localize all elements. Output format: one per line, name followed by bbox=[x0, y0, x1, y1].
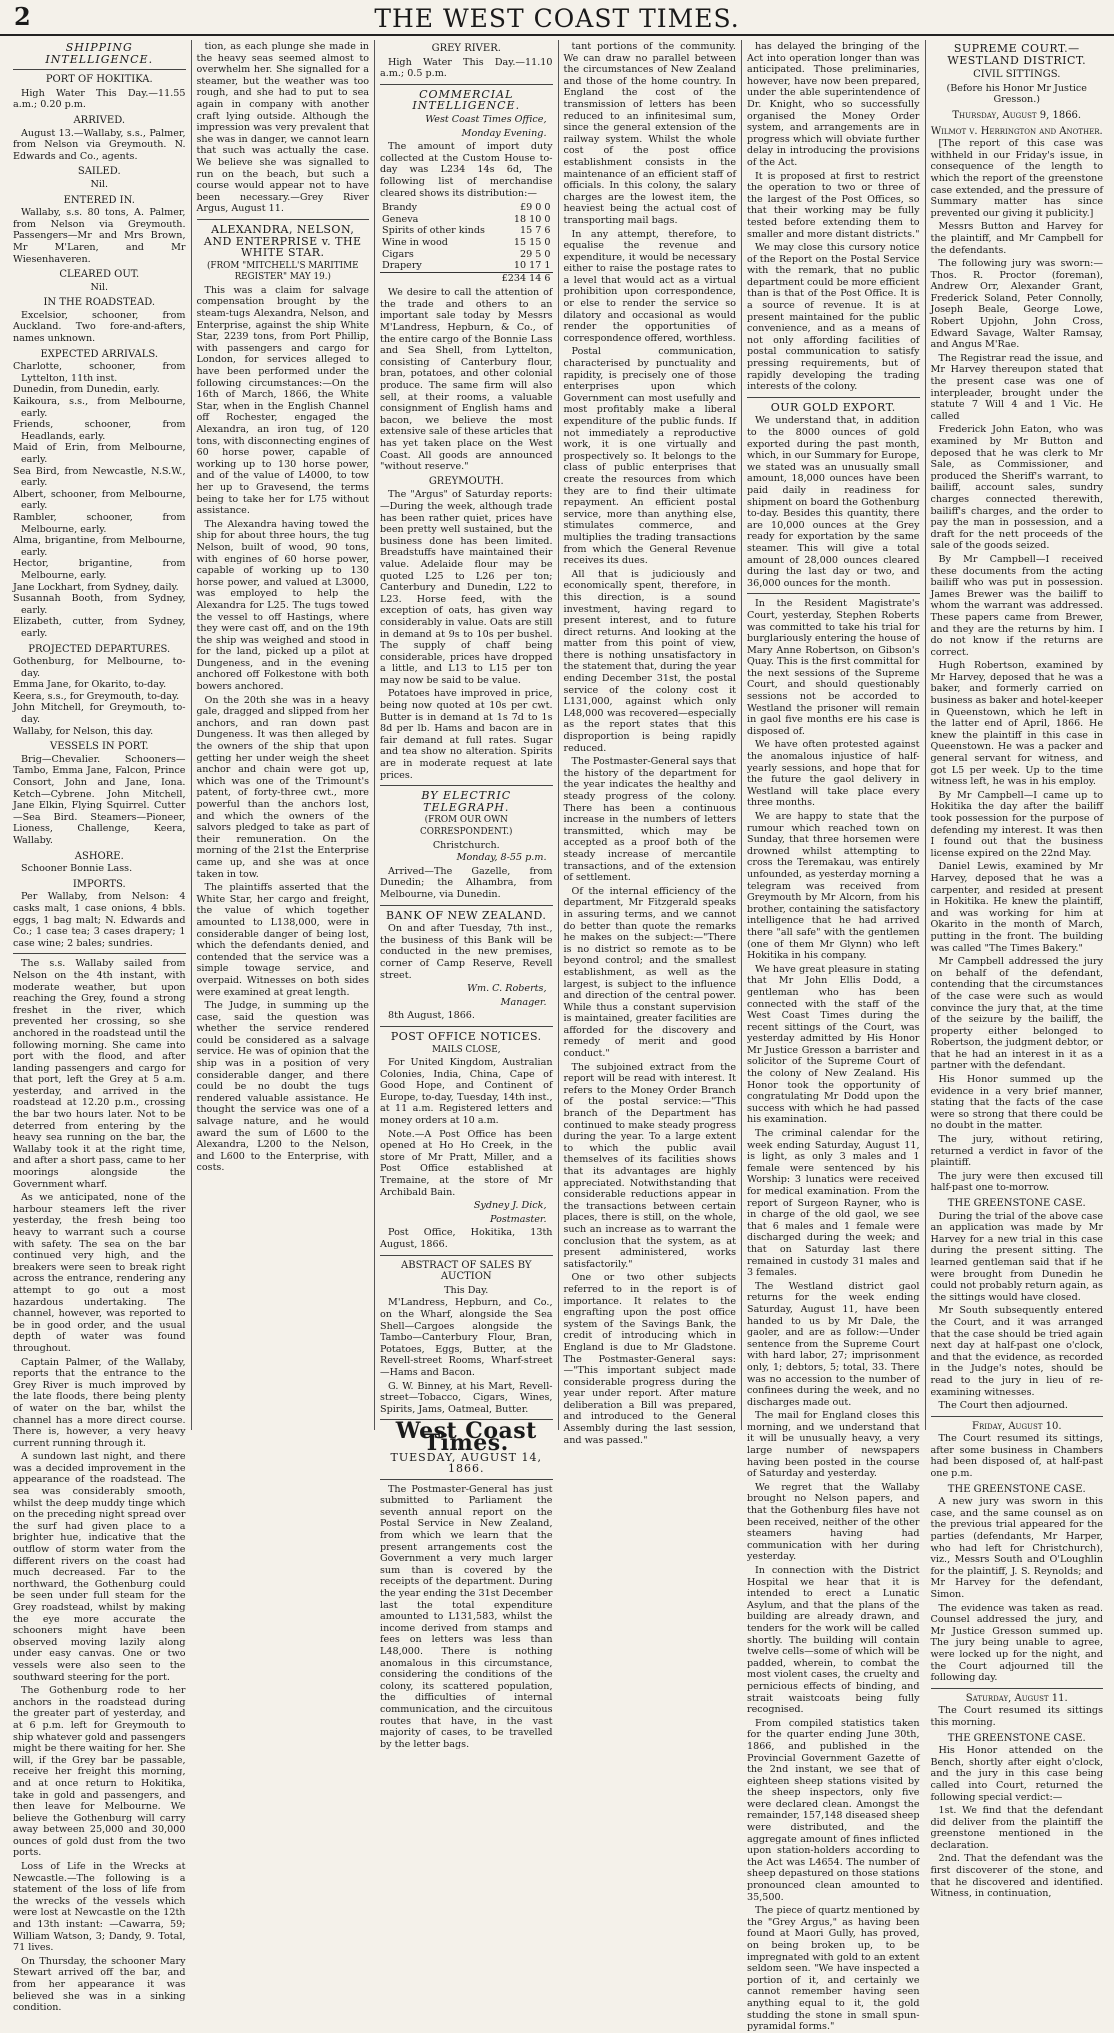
article-paragraph: The plaintiffs asserted that the White Star, her cargo and freight, the value of which together amounted to L138,000, were in considerable danger of being lost, which the defendants denied, and contended that the service was a simple towage service, and overpaid. Witnesses on both sides were examined at great length. bbox=[196, 882, 369, 998]
grey-tide-line: High Water This Day.—11.10 a.m.; 0.5 p.m. bbox=[380, 56, 553, 80]
divider bbox=[13, 69, 186, 70]
post-place: Post Office, Hokitika, 13th August, 1866. bbox=[380, 1227, 553, 1250]
list-item: Wallaby, for Nelson, this day. bbox=[13, 725, 154, 737]
article-paragraph: Potatoes have improved in price, being now quoted at 10s per cwt. Butter is in demand at 1s 7d to 1s 8d per lb. Hams and bacon are in fair demand at full rates. Sugar and tea show no alteration. Spirits are in moderate request at late prices. bbox=[380, 688, 553, 781]
article-paragraph: The amount of import duty collected at the Custom House to-day was L234 14s 6d, The following list of merchandise cleared shows its distribution:— bbox=[380, 141, 553, 199]
article-paragraph: A new jury was sworn in this case, and the same counsel as on the previous trial appeared for the parties (defendants, Mr Harper, who had left for Christchurch), viz., Messrs South and O'Loughlin for the plaintiff, J. S. Reynolds; and Mr Harvey for the defendant, Simon. bbox=[930, 1496, 1103, 1600]
article-paragraph: Frederick John Eaton, who was examined by Mr Button and deposed that he was clerk to Mr Sale, as Commissioner, and produced the Sheriff's warrant, to bailiff, account sales, sundry charges connected therewith, bailiff's charges, and the order to pay the man in possession, and a draft for the nett proceeds of the sale of the goods seized. bbox=[930, 424, 1103, 552]
article-paragraph: Messrs Button and Harvey for the plaintiff, and Mr Campbell for the defendants. bbox=[930, 221, 1103, 256]
telegraph-date: Monday, 8-55 p.m. bbox=[456, 852, 547, 864]
divider bbox=[380, 1479, 553, 1480]
salvage-subheading: (FROM "MITCHELL'S MARITIME REGISTER" MAY 19.) bbox=[206, 260, 359, 283]
salvage-heading: ALEXANDRA, NELSON, AND ENTERPRISE v. THE WHITE STAR. bbox=[203, 222, 362, 260]
gold-export-heading: OUR GOLD EXPORT. bbox=[770, 400, 896, 414]
article-paragraph: Mr South subsequently entered the Court, and it was arranged that the case should be tried again next day at half-past one o'clock, and that the evidence, as recorded in the Judge's notes, should be read to the jury in lieu of re-examining witnesses. bbox=[930, 1305, 1103, 1398]
article-paragraph: The Court resumed its sittings this morning. bbox=[930, 1705, 1103, 1728]
list-item: Emma Jane, for Okarito, to-day. bbox=[13, 679, 167, 691]
duty-table bbox=[380, 202, 553, 284]
column-local-news bbox=[742, 40, 926, 2033]
table-cell: 18 10 0 bbox=[513, 213, 551, 225]
roadstead-text: Excelsior, schooner, from Auckland. Two fore-and-afters, names unknown. bbox=[13, 309, 186, 345]
article-paragraph: The mail for England closes this morning, and we understand that it will be unusually heavy, a very large number of newspapers having been posted in the course of Saturday and yesterday. bbox=[747, 1410, 920, 1480]
list-item: Susannah Booth, from Sydney, early. bbox=[13, 593, 186, 616]
table-total: £234 14 6 bbox=[495, 272, 552, 284]
post-role: Postmaster. bbox=[490, 1213, 547, 1225]
article-paragraph: The following jury was sworn:—Thos. R. Proctor (foreman), Andrew Orr, Alexander Grant, Frederick Soland, Peter Connolly, Joseph Beale, George Lowe, Robert Upjohn, John Cross, Edward Savage, Walter Ramsay, and Angus M'Rae. bbox=[930, 258, 1103, 351]
cleared-heading: CLEARED OUT. bbox=[59, 269, 140, 281]
judge-line: (Before his Honor Mr Justice Gresson.) bbox=[946, 82, 1087, 106]
bank-date: 8th August, 1866. bbox=[388, 1010, 475, 1022]
article-paragraph: We may close this cursory notice of the Report on the Postal Service with the remark, that no public department could be more efficient than is that of the Post Office. It is a source of revenue. It is at present maintained for the public convenience, and as a means of not only affording facilities of postal communication to satisfy pressing requirements, but of rapidly developing the trading interests of the colony. bbox=[747, 242, 920, 393]
court-heading: SUPREME COURT.—WESTLAND DISTRICT. bbox=[947, 42, 1087, 67]
table-row bbox=[380, 237, 553, 249]
divider bbox=[747, 397, 920, 398]
article-paragraph: The Postmaster-General says that the history of the department for the year indicates the healthy and steady progress of the colony. There has been a continuous increase in the numbers of letters transmitted, which may be accepted as a proof both of the steady increase of mercantile transactions, and of the extension of settlement. bbox=[563, 756, 736, 884]
expected-heading: EXPECTED ARRIVALS. bbox=[40, 348, 159, 360]
telegraph-heading: BY ELECTRIC TELEGRAPH. bbox=[421, 789, 512, 814]
table-row bbox=[380, 202, 553, 214]
divider bbox=[380, 84, 553, 85]
list-item: Kaikoura, s.s., from Melbourne, early. bbox=[13, 396, 186, 419]
editorial-title: West Coast Times. bbox=[395, 1418, 537, 1456]
list-item: Charlotte, schooner, from Lyttelton, 11th inst. bbox=[13, 361, 186, 384]
newspaper-title: THE WEST COAST TIMES. bbox=[374, 4, 740, 33]
article-paragraph: Of the internal efficiency of the department, Mr Fitzgerald speaks in assuring terms, and we cannot do better than quote the remarks he makes on the subject:—"There is no district so remote as to be beyond control; and the smallest establishment, as well as the largest, is subject to the influence and direction of the central power. While thus a constant supervision is maintained, greater facilities are afforded for the discovery and remedy of merit and good conduct." bbox=[563, 885, 736, 1060]
list-item: Alma, brigantine, from Melbourne, early. bbox=[13, 535, 186, 558]
section-heading: SHIPPING INTELLIGENCE. bbox=[45, 41, 154, 66]
sales-heading: ABSTRACT OF SALES BY AUCTION bbox=[401, 1259, 532, 1283]
divider bbox=[380, 785, 553, 786]
article-paragraph: The Judge, in summing up the case, said the question was whether the service rendered could be considered as a salvage service. He was of opinion that the ship was in a position of very considerable danger, and there could be no doubt the tugs rendered valuable assistance. He thought the service was one of a salvage nature, and he would award the sum of L600 to the Alexandra, L200 to the Nelson, and L600 to the Enterprise, with costs. bbox=[196, 1000, 369, 1174]
column-shipping bbox=[8, 40, 192, 2014]
article-paragraph: Daniel Lewis, examined by Mr Harvey, deposed that he was a carpenter, and resided at present in Hokitika. He knew the plaintiff, and was working for him at Okarito in the month of March, putting in the front. The building was called "The Times Bakery." bbox=[930, 861, 1103, 954]
article-paragraph: The Postmaster-General has just submitted to Parliament the seventh annual report on the Postal Service in New Zealand, from which we learn that the present arrangements cost the Government a very much larger sum than is covered by the receipts of the department. During the year ending the 31st December last the total expenditure amounted to L131,583, whilst the income derived from stamps and fees on letters was less than L48,000. There is nothing anomalous in this circumstance, considering the conditions of the colony, its scattered population, the difficulties of internal communication, and the circuitous routes that have, in the vast majority of cases, to be travelled by the letter bags. bbox=[380, 1483, 553, 1750]
bank-heading: BANK OF NEW ZEALAND. bbox=[386, 908, 547, 922]
list-item: Keera, s.s., for Greymouth, to-day. bbox=[13, 690, 180, 702]
article-paragraph: Captain Palmer, of the Wallaby, reports that the entrance to the Grey River is much improved by the late floods, there being plenty of water on the bar, whilst the channel has a more direct course. There is, however, a very heavy current running through it. bbox=[13, 1356, 186, 1449]
article-paragraph: His Honor summed up the evidence in a very brief manner, stating that the facts of the case were so strong that there could be no doubt in the matter. bbox=[930, 1074, 1103, 1132]
article-paragraph: Loss of Life in the Wrecks at Newcastle.—The following is a statement of the loss of life from the wrecks of the vessels which were lost at Newcastle on the 12th and 13th instant: —Cawarra, 59; William Watson, 3; Dandy, 9. Total, 71 lives. bbox=[13, 1861, 186, 1954]
greenstone-heading: THE GREENSTONE CASE. bbox=[947, 1732, 1086, 1744]
entered-text: Wallaby, s.s. 80 tons, A. Palmer, from Nelson via Greymouth. Passengers—Mr and Mrs Brown, Mr M'Laren, and Mr Wiesenhaveren. bbox=[13, 207, 186, 265]
article-paragraph: The Court then adjourned. bbox=[938, 1400, 1068, 1412]
article-paragraph: has delayed the bringing of the Act into operation longer than was anticipated. Those preliminaries, however, have now been prepared, under the able superintendence of Dr. Knight, who so successfully organised the Money Order system, and arrangements are in progress which will obviate further delay in introducing the provisions of the Act. bbox=[747, 41, 920, 168]
article-paragraph: We desire to call the attention of the trade and others to an important sale today by Messrs M'Landress, Hepburn, & Co., of the entire cargo of the Bonnie Lass and Sea Shell, from Lyttelton, consisting of Canterbury flour, bran, potatoes, and other colonial produce. The same firm will also sell, at their rooms, a valuable consignment of English hams and bacon, we believe the most extensive sale of these articles that has yet taken place on the West Coast. All goods are announced "without reserve." bbox=[380, 287, 553, 473]
table-row bbox=[380, 249, 553, 261]
imports-text: Per Wallaby, from Nelson: 4 casks malt, 1 case onions, 4 bbls. eggs, 1 bag malt; N. Edwards and Co.; 1 case tea; 3 cases drapery; 1 case wine; 2 bales; sundries. bbox=[13, 891, 186, 949]
article-paragraph: One or two other subjects referred to in the report is of importance. It relates to the engrafting upon the post office system of the Savings Bank, the credit of introducing which in England is due to Mr Gladstone. The Postmaster-General says:—"This important subject made considerable progress during the year under report. After mature deliberation a Bill was prepared, and introduced to the General Assembly during the last session, and was passed." bbox=[563, 1272, 736, 1446]
article-paragraph: The evidence was taken as read. Counsel addressed the jury, and Mr Justice Gresson summed up. The jury being unable to agree, were locked up for the night, and the Court adjourned till the following day. bbox=[930, 1602, 1103, 1684]
table-cell: Cigars bbox=[382, 248, 414, 260]
post-signature: Sydney J. Dick, bbox=[473, 1200, 547, 1212]
arrived-text: August 13.—Wallaby, s.s., Palmer, from Nelson via Greymouth. N. Edwards and Co., agents. bbox=[13, 127, 186, 162]
article-paragraph: By Mr Campbell—I received these documents from the acting bailiff who was put in possession. James Brewer was the bailiff to whom the warrant was addressed. These papers came from Brewer, and they are the returns by him. I do not know if the returns are correct. bbox=[930, 553, 1103, 658]
article-paragraph: The criminal calendar for the week ending Saturday, August 11, is light, as only 3 males and 1 female were sentenced by his Worship: 3 lunatics were received for medical examination. From the report of Surgeon Rayner, who is in charge of the old gaol, we see that 6 males and 1 female were discharged during the week; and that on Saturday last there remained in custody 31 males and 3 females. bbox=[747, 1128, 920, 1279]
article-paragraph: In connection with the District Hospital we hear that it is intended to erect a Lunatic Asylum, and that the plans of the building are already drawn, and tenders for the work will be called shortly. The building will contain twelve cells—some of which will be padded, wherein, to combat the most violent cases, the cruelty and pernicious effects of binding, and strait waistcoats being fully recognised. bbox=[747, 1565, 920, 1716]
telegraph-place: Christchurch. bbox=[432, 839, 500, 851]
arrived-heading: ARRIVED. bbox=[73, 114, 126, 126]
divider bbox=[931, 1688, 1104, 1689]
departures-list bbox=[13, 656, 186, 737]
list-item: Gothenburg, for Melbourne, to-day. bbox=[13, 656, 186, 679]
article-paragraph: In the Resident Magistrate's Court, yesterday, Stephen Roberts was committed to take his trial for burglariously entering the house of Mary Anne Robertson, on Gibson's Quay. This is the first committal for the next sessions of the Supreme Court, and should questionably sessions not be accorded to Westland the prisoner will remain in gaol five months ere his case is disposed of. bbox=[747, 598, 920, 737]
article-paragraph: On and after Tuesday, 7th inst., the business of this Bank will be conducted in the new premises, corner of Camp Reserve, Revell street. bbox=[380, 923, 553, 981]
list-item: Maid of Erin, from Melbourne, early. bbox=[13, 442, 186, 465]
divider bbox=[380, 905, 553, 906]
post-office-heading: POST OFFICE NOTICES. bbox=[390, 1029, 542, 1043]
article-paragraph: Hugh Robertson, examined by Mr Harvey, deposed that he was a baker, and formerly carried on business as baker and hotel-keeper in Queenstown, which he left in the latter end of April, 1866. He knew the plaintiff in this case in Queenstown. He was a packer and general servant for witness, and got L5 per week. Up to the time witness left, he was in his employ. bbox=[930, 660, 1103, 788]
article-paragraph: From compiled statistics taken for the quarter ending June 30th, 1866, and published in the Provincial Government Gazette of the 2nd instant, we see that of eighteen sheep stations visited by the sheep inspectors, only five were declared clean. Amongst the remainder, 157,148 diseased sheep were distributed, and the aggregate amount of fines inflicted upon station-holders according to the Act was L4654. The number of sheep depastured on those stations pronounced clean amounted to 35,500. bbox=[747, 1717, 920, 1903]
article-paragraph: The jury, without retiring, returned a verdict in favor of the plaintiff. bbox=[930, 1134, 1103, 1169]
table-cell: Brandy bbox=[382, 202, 418, 214]
column-supreme-court bbox=[926, 40, 1109, 1900]
bank-signature: Wm. C. Roberts, bbox=[467, 983, 547, 995]
table-row bbox=[380, 260, 553, 272]
table-cell: Spirits of other kinds bbox=[382, 225, 485, 237]
table-cell: 15 7 6 bbox=[519, 225, 551, 237]
article-paragraph: All that is judiciously and economically spent, therefore, in this direction, is a sound investment, having regard to present interest, and to future direct returns. And looking at the matter from this point of view, there is nothing unsatisfactory in the statement that, during the year ending December 31st, the postal service of the colony cost it L131,000, against which only L48,000 was recovered—especially as the report states that this disproportion is being rapidly reduced. bbox=[563, 568, 736, 754]
article-paragraph: We are happy to state that the rumour which reached town on Sunday, that three horsemen were drowned whilst attempting to cross the Teremakau, was entirely unfounded, as yesterday morning a telegram was received from Greymouth by Mr Alcorn, from his brother, containing the satisfactory intelligence that he had arrived there "all safe" with the gentlemen (one of them Mr Glynn) who left Hokitika in his company. bbox=[747, 811, 920, 962]
article-paragraph: tant portions of the community. We can draw no parallel between the circumstances of New Zealand and those of the home country. In England the cost of the transmission of letters has been reduced to an infinitesimal sum, since the general extension of the railway system. Whilst the whole cost of the post office establishment consists in the maintenance of an efficient staff of officials. In this colony, the salary charges are the lowest item, the heaviest being the actual cost of transporting mail bags. bbox=[563, 41, 736, 226]
vessels-text: Brig—Chevalier. Schooners—Tambo, Emma Jane, Falcon, Prince Consort, John and Jane, Iona. Ketch—Cybrene. John Mitchell, Jane Elkin, Flying Squirrel. Cutter—Sea Bird. Steamers—Pioneer, Lioness, Challenge, Keera, Wallaby. bbox=[13, 753, 186, 846]
article-paragraph: During the trial of the above case an application was made by Mr Harvey for a new trial in this case during the present sitting. The learned gentleman said that if he were brought from Dunedin he could not probably return again, as the sittings would have closed. bbox=[930, 1210, 1103, 1303]
article-paragraph: For United Kingdom, Australian Colonies, India, China, Cape of Good Hope, and Continent of Europe, to-day, Tuesday, 14th inst., at 11 a.m. Registered letters and money orders at 10 a.m. bbox=[380, 1057, 553, 1127]
masthead bbox=[0, 0, 1114, 36]
article-paragraph: On Thursday, the schooner Mary Stewart arrived off the bar, and from her appearance it was believed she was in a sinking condition. bbox=[13, 1955, 186, 2014]
day-line: Thursday, August 9, 1866. bbox=[952, 109, 1082, 121]
divider bbox=[380, 1026, 553, 1027]
article-paragraph: 2nd. That the defendant was the first discoverer of the stone, and that he discovered and identified. Witness, in continuation, bbox=[930, 1853, 1103, 1900]
sailed-heading: SAILED. bbox=[77, 166, 121, 178]
article-paragraph: 1st. We find that the defendant did deliver from the plaintiff the greenstone mentioned in the declaration. bbox=[930, 1805, 1103, 1851]
column-salvage bbox=[192, 40, 376, 1430]
table-cell: Wine in wood bbox=[382, 236, 448, 248]
article-paragraph: Arrived—The Gazelle, from Dunedin; the Alhambra, from Melbourne, via Dunedin. bbox=[380, 865, 553, 900]
case-line: Wilmot v. Herrington and Another. bbox=[930, 125, 1103, 137]
list-item: Rambler, schooner, from Melbourne, early. bbox=[13, 511, 186, 535]
article-paragraph: It is proposed at first to restrict the operation to two or three of the largest of the Post Offices, so that their working may be fully tested before extending them to smaller and more distant districts." bbox=[747, 170, 920, 240]
ashore-text: Schooner Bonnie Lass. bbox=[21, 863, 133, 875]
article-paragraph: The jury were then excused till half-past one to-morrow. bbox=[930, 1170, 1103, 1194]
greenstone-heading: THE GREENSTONE CASE. bbox=[947, 1198, 1086, 1209]
article-paragraph: G. W. Binney, at his Mart, Revell-street—Tobacco, Cigars, Wines, Spirits, Jams, Oatmeal, Butter. bbox=[380, 1380, 553, 1415]
table-row bbox=[380, 214, 553, 226]
roadstead-heading: IN THE ROADSTEAD. bbox=[43, 297, 156, 309]
article-paragraph: In any attempt, therefore, to equalise the revenue and expenditure, it would be necessary either to raise the postage rates to a level that would act as a virtual prohibition upon correspondence, or else to render the service so dilatory and occasional as would render the opportunities of correspondence offered, worthless. bbox=[563, 228, 736, 344]
article-paragraph: The Gothenburg rode to her anchors in the roadstead during the greater part of yesterday, and at 6 p.m. left for Greymouth to ship whatever gold and passengers might be there waiting for her. She will, if the Grey bar be passable, receive her freight this morning, and at once return to Hokitika, take in gold and passengers, and then leave for Melbourne. We believe the Gothenburg will carry away between 25,000 and 30,000 ounces of gold dust from the two ports. bbox=[13, 1685, 186, 1859]
table-cell bbox=[380, 272, 495, 284]
column-editorial bbox=[559, 40, 743, 1446]
list-item: Jane Lockhart, from Sydney, daily. bbox=[13, 581, 179, 593]
article-paragraph: We regret that the Wallaby brought no Nelson papers, and that the Gothenburg files have not been received, neither of the other steamers having had communication with her during yesterday. bbox=[747, 1481, 920, 1563]
saturday-line: Saturday, August 11. bbox=[965, 1692, 1068, 1704]
office-line: West Coast Times Office, bbox=[425, 113, 547, 125]
column-commercial bbox=[375, 40, 559, 1750]
divider bbox=[380, 1255, 553, 1256]
article-paragraph: The Westland district gaol returns for the week ending Saturday, August 11, have been handed to us by Mr Dale, the gaoler, and are as follow:—Under sentence from the Supreme Court with hard labor, 27; imprisonment only, 1; debtors, 5; total, 33. There was no accession to the number of confinees during the week, and no discharges made out. bbox=[747, 1280, 920, 1408]
grey-river-heading: GREY RIVER. bbox=[431, 43, 501, 54]
article-paragraph: tion, as each plunge she made in the heavy seas seemed almost to overwhelm her. She signalled for a steamer, but the weather was too rough, and she had to put to sea again in company with another craft lying outside. Although the impression was very prevalent that she was in danger, we cannot learn that such was actually the case. We believe she was signalled to run on the beach, but such a course would appear not to have been necessary.—Grey River Argus, August 11. bbox=[196, 41, 369, 215]
list-item: Elizabeth, cutter, from Sydney, early. bbox=[13, 616, 186, 639]
table-cell: £9 0 0 bbox=[519, 202, 551, 214]
article-paragraph: His Honor attended on the Bench, shortly after eight o'clock, and the jury in this case being called into Court, returned the following special verdict:— bbox=[930, 1745, 1103, 1803]
departures-heading: PROJECTED DEPARTURES. bbox=[28, 643, 171, 655]
divider bbox=[197, 219, 370, 220]
entered-heading: ENTERED IN. bbox=[63, 194, 135, 206]
article-paragraph: Postal communication, characterised by punctuality and rapidity, is precisely one of those enterprises upon which Government can most usefully and most profitably make a liberal expenditure of the public funds. If not immediately a reproductive work, it is one virtually and prospectively so. It belongs to the class of public enterprises that create the resources from which they are to find their ultimate repayment. An efficient postal service, more than anything else, stimulates commerce, and multiplies the trading transactions from which the General Revenue receives its dues. bbox=[563, 346, 736, 567]
expected-list bbox=[13, 361, 186, 639]
article-paragraph: [The report of this case was withheld in our Friday's issue, in consequence of the length to which the report of the greenstone case extended, and the pressure of Summary matter has since prevented our giving it publicity.] bbox=[930, 138, 1103, 219]
article-paragraph: The "Argus" of Saturday reports:—During the week, although trade has been rather quiet, prices have been pretty well sustained, but the business done has been limited. Breadstuffs have maintained their value. Adelaide flour may be quoted L25 to L26 per ton; Canterbury and Dunedin, L22 to L23. Horse feed, with the exception of oats, has given way considerably in value. Oats are still in demand at 9s to 10s per bushel. The supply of chaff being considerable, prices have dropped a little, and L13 to L15 per ton may now be said to be value. bbox=[380, 489, 553, 686]
divider bbox=[931, 1416, 1104, 1417]
sittings-heading: CIVIL SITTINGS. bbox=[973, 69, 1061, 81]
table-total-row bbox=[380, 272, 553, 284]
commercial-heading: COMMERCIAL INTELLIGENCE. bbox=[412, 87, 521, 113]
greymouth-heading: GREYMOUTH. bbox=[428, 475, 504, 487]
article-paragraph: We have great pleasure in stating that Mr John Ellis Dodd, a gentleman who has been connected with the staff of the West Coast Times during the recent sittings of the Court, was yesterday admitted by His Honor Mr Justice Gresson a barrister and solicitor of the Supreme Court of the colony of New Zealand. His Honor took the opportunity of congratulating Mr Dodd upon the success with which he had passed his examination. bbox=[747, 963, 920, 1126]
list-item: Dunedin, from Dunedin, early. bbox=[13, 384, 160, 396]
article-paragraph: As we anticipated, none of the harbour steamers left the river yesterday, the fresh being too heavy to warrant such a course with safety. The sea on the bar continued very high, and the breakers were seen to break right across the entrance, rendering any attempt to go out a most hazardous undertaking. The channel, however, was reported to be in good order, and the usual depth of water was found throughout. bbox=[13, 1192, 186, 1354]
greenstone-heading: THE GREENSTONE CASE. bbox=[947, 1483, 1086, 1495]
ashore-heading: ASHORE. bbox=[74, 850, 124, 862]
article-paragraph: On the 20th she was in a heavy gale, dragged and slipped from her anchors, and ran down past Dungeness. It was then alleged by the owners of the ship that upon getting her under weigh the sheet anchor and chain were got up, which was one of the Trimount's patent, of forty-three cwt., more powerful than the anchors lost, and which the owners of the salvors pledged to take as part of their remuneration. On the morning of the 21st the Enterprise came up, and she was at once taken in tow. bbox=[196, 694, 369, 880]
list-item: Friends, schooner, from Headlands, early. bbox=[13, 419, 186, 442]
sailed-text: Nil. bbox=[90, 178, 109, 190]
article-paragraph: The Alexandra having towed the ship for about three hours, the tug Nelson, built of wood, 90 tons, with engines of 60 horse power, capable of working up to 130 horse power, and valued at L3000, was employed to help the Alexandra for L25. The tugs towed the vessel to off Hastings, where they were cast off, and on the 19th the ship was weighed and stood in for the land, picked up a pilot at Dungeness, and in the evening anchored off Folkestone with both bowers anchored. bbox=[196, 518, 369, 693]
table-cell: 10 17 1 bbox=[513, 260, 551, 272]
port-heading: PORT OF HOKITIKA. bbox=[45, 74, 153, 86]
telegraph-subheading: (FROM OUR OWN CORRESPONDENT.) bbox=[420, 815, 513, 837]
page-number: 2 bbox=[14, 2, 31, 31]
divider bbox=[747, 593, 920, 594]
article-paragraph: We understand that, in addition to the 8000 ounces of gold exported during the past month, which, in our Summary for Europe, we stated was an unusually small amount, 18,000 ounces have been paid daily in readiness for shipment on board the Gothenburg to-day. Besides this quantity, there are 10,000 ounces at the Grey ready for exportation by the same steamer. This will give a total amount of 28,000 ounces cleared during the last day or two, and 36,000 ounces for the month. bbox=[747, 415, 920, 589]
vessels-heading: VESSELS IN PORT. bbox=[49, 741, 149, 753]
article-paragraph: The s.s. Wallaby sailed from Nelson on the 4th instant, with moderate weather, but upon reaching the Grey, found a strong freshet in the river, which prevented her crossing, so she anchored in the roadstead until the following morning. She came into port with the flood, and after landing passengers and cargo for that port, left the Grey at 5 a.m. yesterday, and arrived in the roadstead at 12.20 p.m., crossing the bar two hours later. Not to be deterred from entering by the heavy sea running on the bar, the Wallaby took it at the right time, and after a short pass, came to her moorings alongside the Government wharf. bbox=[13, 958, 186, 1190]
mails-heading: MAILS CLOSE, bbox=[431, 1044, 501, 1055]
article-paragraph: M'Landress, Hepburn, and Co., on the Wharf, alongside the Sea Shell—Cargoes alongside the Tambo—Canterbury Flour, Bran, Potatoes, Eggs, Butter, at the Revell-street Rooms, Wharf-street—Hams and Bacon. bbox=[380, 1297, 553, 1378]
divider bbox=[13, 953, 186, 954]
list-item: Albert, schooner, from Melbourne, early. bbox=[13, 488, 186, 512]
editorial-dateline: TUESDAY, AUGUST 14, 1866. bbox=[390, 1450, 542, 1476]
office-date: Monday Evening. bbox=[461, 127, 547, 139]
article-paragraph: Mr Campbell addressed the jury on behalf of the defendant, contending that the circumstances of the case were such as would convince the jury that, at the time of the seizure by the bailiff, the property either belonged to Robertson, the judgment debtor, or that he had an interest in it as a partner with the defendant. bbox=[930, 956, 1103, 1072]
list-item: John Mitchell, for Greymouth, to-day. bbox=[13, 702, 186, 726]
article-paragraph: A sundown last night, and there was a decided improvement in the appearance of the roadstead. The sea was considerably smooth, whilst the deep muddy tinge which on the preceding night spread over the surf had given place to a brighter hue, indicative that the outflow of storm water from the different rivers on the coast had much decreased. Far to the northward, the Gothenburg could be seen under full steam for the Grey roadstead, whilst by making the eye more accurate the schooners might have been observed moving lazily along under easy canvas. One or two vessels were also seen to the southward steering for the port. bbox=[13, 1451, 186, 1683]
imports-heading: IMPORTS. bbox=[72, 878, 126, 890]
article-paragraph: This was a claim for salvage compensation brought by the steam-tugs Alexandra, Nelson, and Enterprise, against the ship White Star, 2239 tons, from Port Phillip, with passengers and cargo for London, for services alleged to have been performed under the following circumstances:—On the 16th of March, 1866, the White Star, when in the English Channel off Rochester, engaged the Alexandra, an iron tug, of 120 tons, with disconnecting engines of 60 horse power, capable of working up to 130 horse power, and of the value of L4000, to tow her up to Gravesend, the terms being to take her for L75 without assistance. bbox=[196, 284, 369, 517]
list-item: Hector, brigantine, from Melbourne, early. bbox=[13, 558, 186, 581]
table-cell: Geneva bbox=[382, 213, 419, 225]
article-paragraph: By Mr Campbell—I came up to Hokitika the day after the bailiff took possession for the purpose of defending my interest. It was then I found out that the business license expired on the 22nd May. bbox=[930, 789, 1103, 859]
friday-line: Friday, August 10. bbox=[972, 1420, 1062, 1432]
table-row bbox=[380, 225, 553, 237]
article-paragraph: The subjoined extract from the report will be read with interest. It refers to the Money Order Branch of the postal service:—"This branch of the Department has continued to make steady progress during the year. To a large extent to which the public avail themselves of its facilities shows that its advantages are highly appreciated. Notwithstanding that considerable reductions appear in the transactions between certain places, there is still, on the whole, such an increase as to warrant the conclusion that the system, as at present administered, works satisfactorily." bbox=[563, 1061, 736, 1270]
table-cell: 29 5 0 bbox=[519, 248, 551, 260]
columns bbox=[8, 40, 1108, 2033]
article-paragraph: Note.—A Post Office has been opened at Ho Ho Creek, in the store of Mr Pratt, Miller, and a Post Office established at Tremaine, at the store of Mr Archibald Bain. bbox=[380, 1128, 553, 1198]
bank-role: Manager. bbox=[500, 996, 547, 1008]
article-paragraph: We have often protested against the anomalous injustice of half-yearly sessions, and hope that for the future the gaol delivery in Westland will take place every three months. bbox=[747, 739, 920, 809]
sales-day: This Day. bbox=[444, 1284, 489, 1296]
article-paragraph: The Registrar read the issue, and Mr Harvey thereupon stated that the present case was one of interpleader, brought under the statute 7 Will 4 and 1 Vic. He called bbox=[930, 352, 1103, 422]
list-item: Sea Bird, from Newcastle, N.S.W., early. bbox=[13, 465, 186, 489]
table-cell: 15 15 0 bbox=[513, 236, 551, 248]
tide-line: High Water This Day.—11.55 a.m.; 0.20 p.m. bbox=[13, 87, 186, 111]
article-paragraph: The Court resumed its sittings, after some business in Chambers had been disposed of, at half-past one p.m. bbox=[930, 1433, 1103, 1480]
table-cell: Drapery bbox=[382, 260, 422, 272]
cleared-text: Nil. bbox=[90, 281, 109, 293]
article-paragraph: The piece of quartz mentioned by the "Grey Argus," as having been found at Maori Gully, has proved, on being broken up, to be impregnated with gold to an extent seldom seen. "We have inspected a portion of it, and certainly we cannot remember having seen anything equal to it, the gold studding the stone in small spun-pyramidal forms." bbox=[747, 1905, 920, 2033]
